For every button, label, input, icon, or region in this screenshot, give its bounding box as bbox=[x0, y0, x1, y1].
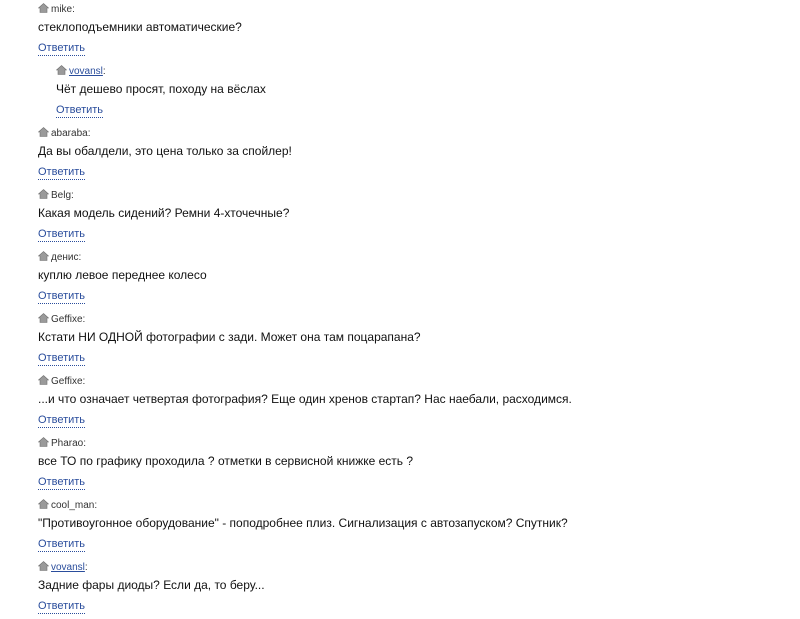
home-icon bbox=[38, 499, 49, 509]
reply-link[interactable]: Ответить bbox=[38, 290, 86, 302]
comment-text: Да вы обалдели, это цена только за спойлер! bbox=[38, 144, 292, 158]
comment-author-line: Geffixe: bbox=[38, 374, 800, 390]
comment bbox=[0, 126, 800, 188]
comment-text: "Противоугонное оборудование" - поподробнее плиз. Сигнализация с автозапуском? Спутник? bbox=[38, 516, 568, 530]
comment-text: стеклоподъемники автоматические? bbox=[38, 20, 242, 34]
reply-link[interactable]: Ответить bbox=[38, 42, 86, 54]
comment-author[interactable]: Belg bbox=[51, 190, 72, 201]
comment-author-line: mike: bbox=[38, 2, 800, 18]
home-icon bbox=[38, 437, 49, 447]
reply-link[interactable]: Ответить bbox=[38, 538, 86, 550]
comment bbox=[0, 560, 800, 619]
comment bbox=[0, 188, 800, 250]
reply-link[interactable]: Ответить bbox=[38, 352, 86, 364]
comment bbox=[0, 312, 800, 374]
comment-reply bbox=[0, 64, 800, 126]
reply-link[interactable]: Ответить bbox=[38, 600, 86, 612]
comment-author[interactable]: abaraba bbox=[51, 128, 88, 139]
home-icon bbox=[38, 3, 49, 13]
comment-text: Какая модель сидений? Ремни 4-хточечные? bbox=[38, 206, 290, 220]
comment-author[interactable]: vovansl bbox=[69, 66, 103, 77]
comment-author[interactable]: денис bbox=[51, 252, 79, 263]
home-icon bbox=[38, 127, 49, 137]
comment-author[interactable]: Geffixe bbox=[51, 314, 83, 325]
comment-text: Задние фары диоды? Если да, то беру... bbox=[38, 578, 265, 592]
comment-text: ...и что означает четвертая фотография? Еще один хренов стартап? Нас наебали, расходимся. bbox=[38, 392, 572, 406]
reply-link[interactable]: Ответить bbox=[56, 104, 104, 116]
comment-author-line: abaraba: bbox=[38, 126, 800, 142]
comment bbox=[0, 436, 800, 498]
comment-author-line: Geffixe: bbox=[38, 312, 800, 328]
home-icon bbox=[56, 65, 67, 75]
comment-author-line: Pharao: bbox=[38, 436, 800, 452]
reply-link[interactable]: Ответить bbox=[38, 476, 86, 488]
comment-author-line: cool_man: bbox=[38, 498, 800, 514]
comment-text: Чёт дешево просят, походу на вёслах bbox=[56, 82, 266, 96]
comment bbox=[0, 374, 800, 436]
comment-text: все ТО по графику проходила ? отметки в сервисной книжке есть ? bbox=[38, 454, 414, 468]
comment-author-line: Belg: bbox=[38, 188, 800, 204]
comment bbox=[0, 498, 800, 560]
comment-author-line: денис: bbox=[38, 250, 800, 266]
comment-author-line: vovansl: bbox=[38, 560, 800, 576]
comment-author[interactable]: Geffixe bbox=[51, 376, 83, 387]
comment-author[interactable]: cool_man bbox=[51, 500, 95, 511]
comment-text: куплю левое переднее колесо bbox=[38, 268, 207, 282]
home-icon bbox=[38, 251, 49, 261]
home-icon bbox=[38, 375, 49, 385]
home-icon bbox=[38, 561, 49, 571]
comment-text: Кстати НИ ОДНОЙ фотографии с зади. Может она там поцарапана? bbox=[38, 330, 421, 344]
comment bbox=[0, 2, 800, 64]
reply-link[interactable]: Ответить bbox=[38, 166, 86, 178]
comment-author[interactable]: mike bbox=[51, 4, 73, 15]
comment-author[interactable]: vovansl bbox=[51, 562, 85, 573]
reply-link[interactable]: Ответить bbox=[38, 228, 86, 240]
home-icon bbox=[38, 189, 49, 199]
comment bbox=[0, 250, 800, 312]
comment-author[interactable]: Pharao bbox=[51, 438, 84, 449]
home-icon bbox=[38, 313, 49, 323]
reply-link[interactable]: Ответить bbox=[38, 414, 86, 426]
comment-author-line: vovansl: bbox=[56, 64, 800, 80]
